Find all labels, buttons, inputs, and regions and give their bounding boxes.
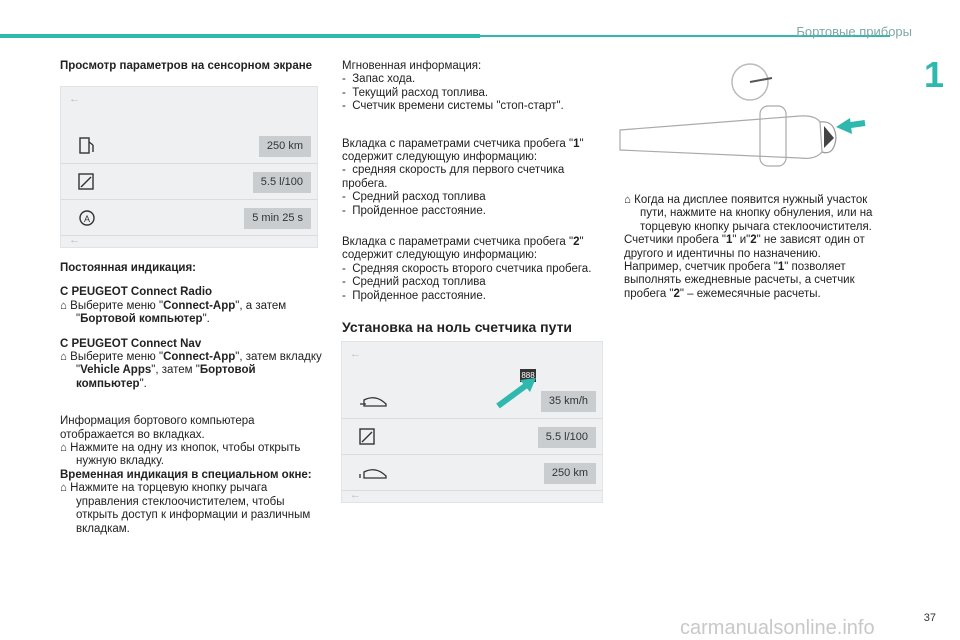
right-p2-3: " не зависят один от другого и идентичны по назначению. <box>624 234 865 260</box>
distance-icon <box>356 462 390 484</box>
nav-text-3: ", затем " <box>151 364 200 377</box>
trip1-item: - Пройденное расстояние. <box>342 204 486 217</box>
back-arrow-icon: ← <box>350 489 361 501</box>
speed-value: 35 km/h <box>541 391 596 412</box>
trip2-text-2: " содержит следующую информацию: <box>342 236 584 262</box>
consumption-value: 5.5 l/100 <box>538 427 596 448</box>
stop-start-row[interactable] <box>61 201 317 236</box>
svg-text:A: A <box>84 214 91 224</box>
wiper-stalk-illustration <box>610 60 880 180</box>
section-title: Бортовые приборы <box>796 24 912 39</box>
right-p3-n1: 1 <box>777 261 785 274</box>
radio-menu: Бортовой компьютер <box>80 313 203 326</box>
stop-start-value: 5 min 25 s <box>244 208 311 229</box>
trip1-item-text: средняя скорость для первого счетчика пробега. <box>342 164 565 190</box>
consumption-value: 5.5 l/100 <box>253 172 311 193</box>
consumption-row[interactable] <box>342 420 602 455</box>
chapter-number: 1 <box>923 54 944 95</box>
radio-title: С PEUGEOT Connect Radio <box>60 286 213 299</box>
temporary-display-title: Временная индикация в специальном окне: <box>60 468 312 481</box>
radio-text-3: ". <box>202 313 210 326</box>
nav-text-1: Выберите меню " <box>70 351 164 364</box>
trip1-item-text: Средний расход топлива <box>352 191 486 204</box>
nav-instruction <box>60 351 322 391</box>
stop-start-icon <box>75 207 99 229</box>
right-p3-1: Например, счетчик пробега " <box>624 261 778 274</box>
instant-item: - Запас хода. <box>342 73 416 86</box>
screen-bottom-nav <box>342 490 602 512</box>
temporary-instruction <box>60 482 322 536</box>
instant-item: - Текущий расход топлива. <box>342 86 489 99</box>
right-p3-n2: 2 <box>673 287 680 300</box>
radio-app: Connect-App <box>163 299 236 312</box>
nav-app: Connect-App <box>163 351 236 364</box>
left-title: Просмотр параметров на сенсорном экране <box>60 60 313 72</box>
right-column <box>624 194 886 301</box>
nav-menu: Бортовой компьютер <box>76 364 256 390</box>
instant-item-text: Запас хода. <box>352 73 416 86</box>
info-2: Нажмите на одну из кнопок, чтобы открыть нужную вкладку. <box>70 442 301 468</box>
screen-top-nav <box>342 344 602 366</box>
distance-row[interactable] <box>342 456 602 491</box>
right-p2-n2: 2 <box>750 234 757 247</box>
right-p3-2: " позволяет выполнять ежедневные расчеты, а счетчик пробега " <box>624 261 855 300</box>
header-accent-bar <box>0 34 480 38</box>
range-value: 250 km <box>259 136 311 157</box>
instant-item-text: Текущий расход топлива. <box>352 86 489 99</box>
consumption-row[interactable] <box>61 165 317 200</box>
left-column-text <box>60 262 322 547</box>
reset-badge-text: 888 <box>521 371 535 380</box>
right-p2-2: " и" <box>732 234 751 247</box>
watermark: carmanualsonline.info <box>680 617 875 639</box>
bullet-icon: ⌂ <box>60 351 71 364</box>
nav-tab: Vehicle Apps <box>80 364 152 377</box>
right-p2-1: Счетчики пробега " <box>624 234 727 247</box>
temp-text: Нажмите на торцевую кнопку рычага управления стеклоочистителем, чтобы открыть доступ к информации и различным вкладкам. <box>70 482 311 535</box>
trip2-text: Вкладка с параметрами счетчика пробега " <box>342 236 574 249</box>
bullet-icon: ⌂ <box>60 442 71 455</box>
right-p2-n1: 1 <box>726 234 733 247</box>
distance-value: 250 km <box>544 463 596 484</box>
trip1-item: - Средний расход топлива <box>342 191 486 204</box>
trip1-item: - средняя скорость для первого счетчика пробега. <box>342 164 565 190</box>
average-speed-icon <box>356 390 390 412</box>
trip2-intro <box>342 236 604 263</box>
screen-bottom-nav <box>61 235 317 257</box>
trip2-item-text: Средняя скорость второго счетчика пробега. <box>352 262 592 275</box>
trip2-item-text: Пройденное расстояние. <box>352 289 486 302</box>
instant-item: - Счетчик времени системы "стоп-старт". <box>342 100 564 113</box>
trip2-num: 2 <box>573 236 580 249</box>
trip-screen-middle <box>341 341 603 503</box>
screen-top-nav <box>61 89 317 111</box>
middle-column <box>342 60 604 346</box>
bullet-icon: ⌂ <box>60 299 71 312</box>
fuel-pump-icon <box>75 135 99 157</box>
back-arrow-icon: ← <box>69 234 80 246</box>
trip-screen-left <box>60 86 318 248</box>
radio-text-1: Выберите меню " <box>70 299 164 312</box>
nav-text-2: ", затем вкладку " <box>76 351 322 377</box>
trip1-item-text: Пройденное расстояние. <box>352 204 486 217</box>
info-text: Информация бортового компьютера отображается во вкладках. <box>60 415 255 441</box>
back-arrow-icon: ← <box>350 348 361 360</box>
bullet-icon: ⌂ <box>624 194 635 206</box>
bullet-icon: ⌂ <box>60 482 71 495</box>
trip1-text-2: " содержит следующую информацию: <box>342 137 584 164</box>
right-p3-3: " – ежемесячные расчеты. <box>679 287 821 300</box>
range-row[interactable] <box>61 129 317 164</box>
instant-item-text: Счетчик времени системы "стоп-старт". <box>352 100 564 113</box>
trip1-num: 1 <box>573 137 580 150</box>
counters-note <box>624 234 886 261</box>
back-arrow-icon: ← <box>69 93 80 105</box>
trip1-intro <box>342 138 604 165</box>
trip2-item: - Средняя скорость второго счетчика пробега. <box>342 262 592 275</box>
left-column <box>60 60 320 84</box>
speed-row[interactable] <box>342 384 602 419</box>
right-p1: Когда на дисплее появится нужный участок пути, нажмите на кнопку обнуления, или на торцевую кнопку рычага стеклоочистителя. <box>634 194 873 233</box>
instant-title: Мгновенная информация: <box>342 60 482 72</box>
example-note <box>624 261 886 301</box>
radio-instruction <box>60 300 322 327</box>
info-instruction <box>60 442 322 469</box>
reset-instruction <box>624 194 886 234</box>
fuel-consumption-icon <box>75 171 99 193</box>
trip1-text: Вкладка с параметрами счетчика пробега " <box>342 137 574 150</box>
trip2-item: - Пройденное расстояние. <box>342 289 486 302</box>
fuel-consumption-icon <box>356 426 380 448</box>
trip2-item-text: Средний расход топлива <box>352 276 486 289</box>
radio-text-2: ", а затем " <box>76 299 287 326</box>
reset-title: Установка на ноль счетчика пути <box>342 319 573 336</box>
nav-title: С PEUGEOT Connect Nav <box>60 337 202 350</box>
trip2-item: - Средний расход топлива <box>342 276 486 289</box>
nav-text-4: ". <box>139 377 147 390</box>
page-number: 37 <box>923 612 936 624</box>
permanent-display-title: Постоянная индикация: <box>60 262 197 274</box>
